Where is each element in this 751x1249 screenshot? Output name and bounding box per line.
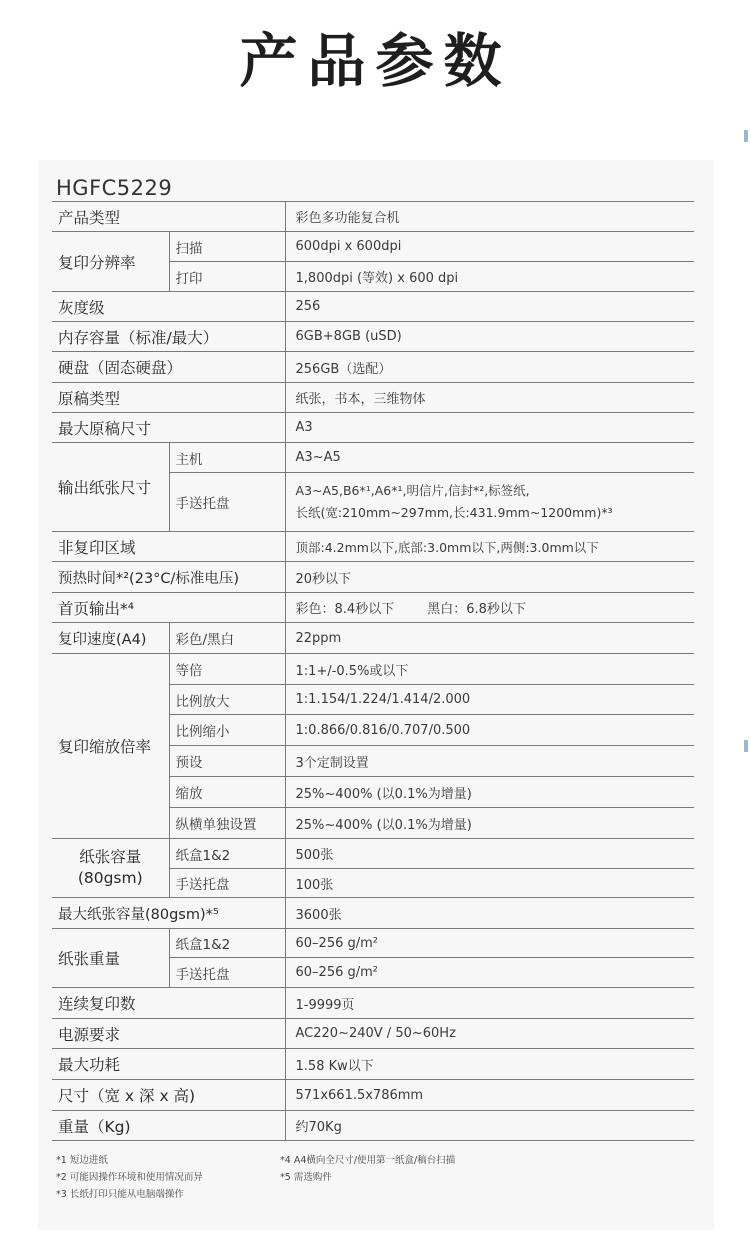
footnotes-right xyxy=(280,1152,455,1186)
row-sublabel: 手送托盘 xyxy=(169,958,285,988)
row-label: 灰度级 xyxy=(52,292,285,322)
spec-row xyxy=(52,532,694,562)
footnotes-left xyxy=(56,1152,203,1203)
row-value: 60–256 g/m² xyxy=(285,958,694,988)
row-value: A3 xyxy=(285,413,694,443)
row-value: 500张 xyxy=(285,839,694,869)
spec-row xyxy=(52,988,694,1019)
row-value: 25%~400% (以0.1%为增量) xyxy=(285,808,694,839)
row-sublabel: 纸盒1&2 xyxy=(169,839,285,869)
row-value: 1:0.866/0.816/0.707/0.500 xyxy=(285,715,694,746)
spec-row xyxy=(52,1019,694,1049)
footnote: *3 长纸打印只能从电脑端操作 xyxy=(56,1189,184,1200)
row-value: 20秒以下 xyxy=(285,562,694,593)
row-sublabel: 扫描 xyxy=(169,232,285,262)
row-label: 最大功耗 xyxy=(52,1049,285,1080)
row-label: 非复印区域 xyxy=(52,532,285,562)
spec-row xyxy=(52,383,694,413)
row-value: 3个定制设置 xyxy=(285,746,694,777)
row-label: 纸张重量 xyxy=(52,929,169,988)
footnote: *2 可能因操作环境和使用情况而异 xyxy=(56,1172,203,1183)
row-value xyxy=(285,473,694,532)
row-value-line: A3~A5,B6*¹,A6*¹,明信片,信封*²,标签纸, xyxy=(295,483,530,498)
row-value: 22ppm xyxy=(285,623,694,654)
row-label: 首页输出*⁴ xyxy=(52,593,285,623)
spec-row xyxy=(52,232,694,262)
spec-row xyxy=(52,929,694,958)
spec-row xyxy=(52,1049,694,1080)
edge-marker xyxy=(744,130,748,142)
spec-row xyxy=(52,623,694,654)
row-label: 复印分辨率 xyxy=(52,232,169,292)
row-value: 纸张，书本，三维物体 xyxy=(285,383,694,413)
row-sublabel: 主机 xyxy=(169,443,285,473)
edge-marker xyxy=(744,740,748,752)
row-value: 25%~400% (以0.1%为增量) xyxy=(285,777,694,808)
row-value: 100张 xyxy=(285,869,694,898)
row-label: 最大纸张容量(80gsm)*⁵ xyxy=(52,898,285,929)
row-value: 256GB（选配） xyxy=(285,352,694,383)
row-label: 内存容量（标准/最大） xyxy=(52,322,285,352)
spec-row xyxy=(52,292,694,322)
footnote: *5 需选购件 xyxy=(280,1172,332,1183)
row-label: 连续复印数 xyxy=(52,988,285,1019)
row-label-line: (80gsm) xyxy=(77,869,143,887)
row-label: 输出纸张尺寸 xyxy=(52,443,169,532)
row-value: 1-9999页 xyxy=(285,988,694,1019)
row-label: 硬盘（固态硬盘） xyxy=(52,352,285,383)
row-value: 1:1.154/1.224/1.414/2.000 xyxy=(285,685,694,715)
spec-row xyxy=(52,352,694,383)
row-value: 约70Kg xyxy=(285,1111,694,1141)
spec-row xyxy=(52,443,694,473)
row-label: 最大原稿尺寸 xyxy=(52,413,285,443)
footnote: *4 A4横向全尺寸/使用第一纸盒/稿台扫描 xyxy=(280,1155,456,1166)
row-sublabel: 预设 xyxy=(169,746,285,777)
footnote: *1 短边进纸 xyxy=(56,1155,108,1166)
row-value: 60–256 g/m² xyxy=(285,929,694,958)
row-label: 重量（Kg) xyxy=(52,1111,285,1141)
row-sublabel: 比例缩小 xyxy=(169,715,285,746)
spec-row xyxy=(52,1080,694,1111)
row-label xyxy=(52,839,169,898)
row-value: 256 xyxy=(285,292,694,322)
row-sublabel: 纸盒1&2 xyxy=(169,929,285,958)
row-sublabel: 打印 xyxy=(169,262,285,292)
row-value: 571x661.5x786mm xyxy=(285,1080,694,1111)
row-label: 预热时间*²(23°C/标准电压) xyxy=(52,562,285,593)
row-value: 彩色多功能复合机 xyxy=(285,202,694,232)
row-value: 顶部:4.2mm以下,底部:3.0mm以下,两侧:3.0mm以下 xyxy=(285,532,694,562)
row-label: 尺寸（宽 x 深 x 高) xyxy=(52,1080,285,1111)
row-label: 产品类型 xyxy=(52,202,285,232)
page-title: 产品参数 xyxy=(239,27,512,95)
row-value: 1,800dpi (等效) x 600 dpi xyxy=(285,262,694,292)
row-sublabel: 彩色/黑白 xyxy=(169,623,285,654)
spec-row xyxy=(52,593,694,623)
row-label: 复印缩放倍率 xyxy=(52,654,169,839)
row-value: 1:1+/-0.5%或以下 xyxy=(285,654,694,685)
spec-row xyxy=(52,898,694,929)
row-value: 6GB+8GB (uSD) xyxy=(285,322,694,352)
spec-row xyxy=(52,562,694,593)
spec-row xyxy=(52,322,694,352)
row-label: 原稿类型 xyxy=(52,383,285,413)
row-value: AC220~240V / 50~60Hz xyxy=(285,1019,694,1049)
spec-row xyxy=(52,839,694,869)
spec-table xyxy=(52,201,694,1141)
row-value: 1.58 Kw以下 xyxy=(285,1049,694,1080)
row-sublabel: 手送托盘 xyxy=(169,473,285,532)
row-value: 600dpi x 600dpi xyxy=(285,232,694,262)
spec-row xyxy=(52,202,694,232)
spec-row xyxy=(52,654,694,685)
row-value: 彩色：8.4秒以下 黑白：6.8秒以下 xyxy=(285,593,694,623)
row-sublabel: 等倍 xyxy=(169,654,285,685)
row-label: 电源要求 xyxy=(52,1019,285,1049)
row-label-line: 纸张容量 xyxy=(79,848,142,867)
row-sublabel: 手送托盘 xyxy=(169,869,285,898)
row-value: 3600张 xyxy=(285,898,694,929)
row-sublabel: 纵横单独设置 xyxy=(169,808,285,839)
row-sublabel: 比例放大 xyxy=(169,685,285,715)
row-value: A3~A5 xyxy=(285,443,694,473)
row-label: 复印速度(A4) xyxy=(52,623,169,654)
spec-row xyxy=(52,413,694,443)
spec-row xyxy=(52,1111,694,1141)
row-sublabel: 缩放 xyxy=(169,777,285,808)
model-name: HGFC5229 xyxy=(56,176,173,200)
row-value-line: 长纸(宽:210mm~297mm,长:431.9mm~1200mm)*³ xyxy=(295,505,613,520)
